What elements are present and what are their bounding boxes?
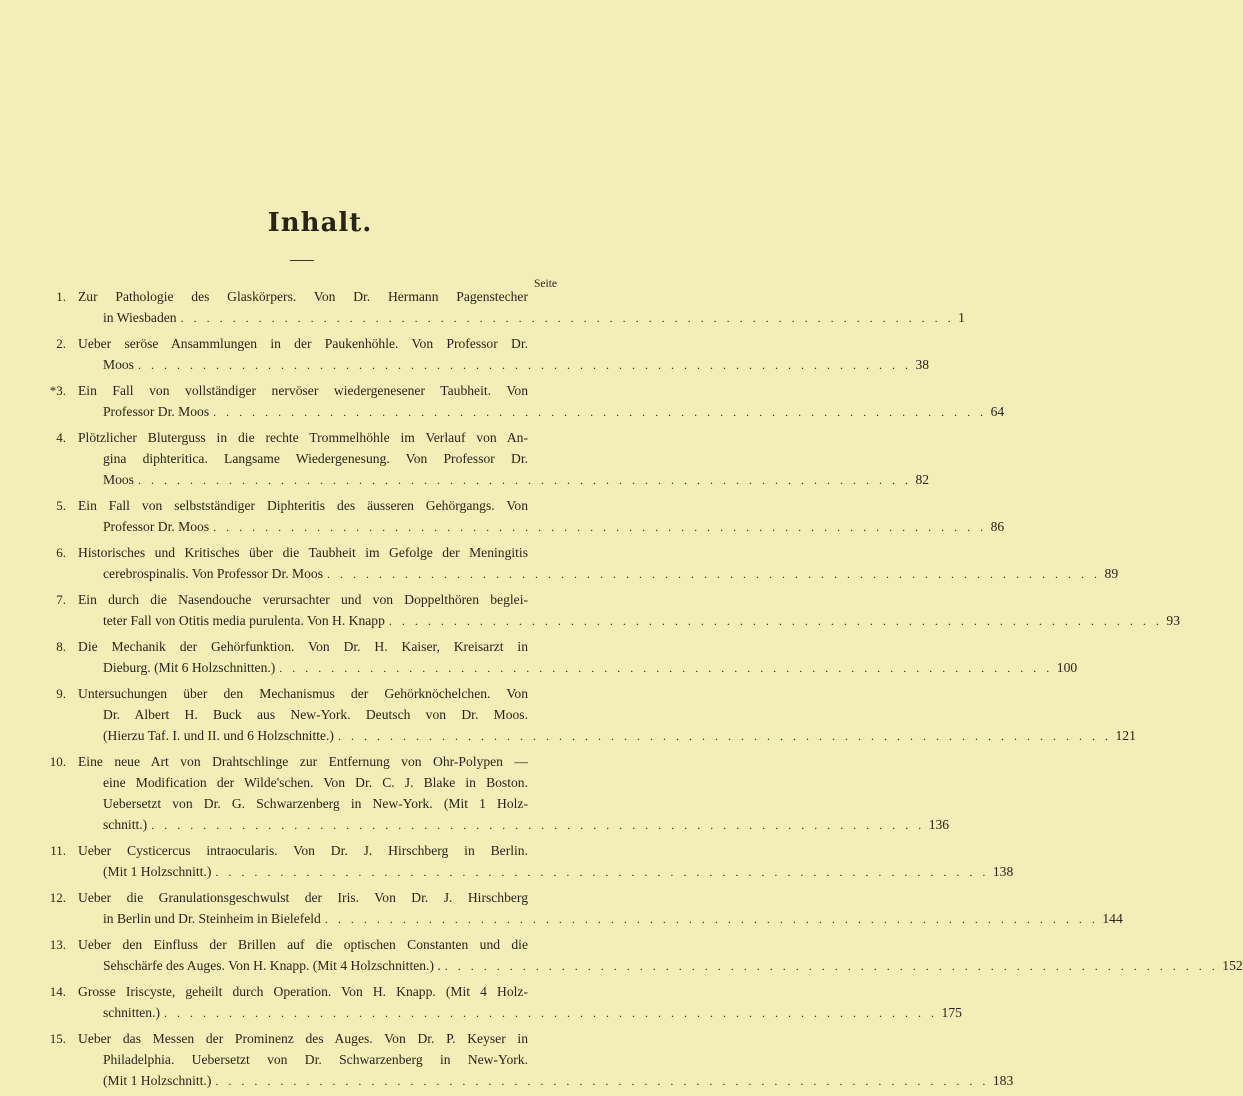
- dot-leader: . . . . . . . . . . . . . . . . . . . . . . . . . . . . . . . . . . . . . . . . . . . . . . . . . . . . . . . . . . . .: [137, 473, 912, 487]
- page-number: 175: [941, 1005, 962, 1020]
- toc-entry: [0, 683, 1136, 747]
- entry-title-line: Grosse Iriscyste, geheilt durch Operation. Von H. Knapp. (Mit 4 Holz-: [78, 984, 528, 999]
- toc-entry: [0, 333, 930, 376]
- entry-title-tail: Professor Dr. Moos: [103, 404, 210, 419]
- entry-title-line: gina diphteritica. Langsame Wiedergenesung. Von Professor Dr.: [103, 451, 528, 466]
- entry-title-line: Ein Fall von vollständiger nervöser wiedergenesener Taubheit. Von: [78, 383, 528, 398]
- entry-title-tail: teter Fall von Otitis media purulenta. Von H. Knapp: [103, 613, 385, 628]
- entry-title-tail: (Mit 1 Holzschnitt.): [103, 1073, 212, 1088]
- page-number: 183: [992, 1073, 1014, 1088]
- entry-title: [78, 636, 1078, 679]
- dot-leader: . . . . . . . . . . . . . . . . . . . . . . . . . . . . . . . . . . . . . . . . . . . . . . . . . . . . . . . . . . . .: [327, 567, 1101, 581]
- entry-number: 9.: [56, 686, 66, 701]
- page-number: 89: [1104, 566, 1119, 581]
- entry-title: [78, 981, 962, 1024]
- toc-entry: [0, 887, 1123, 930]
- page-number: 64: [990, 404, 1005, 419]
- entry-title: [78, 683, 1136, 747]
- entry-title-tail: Dieburg. (Mit 6 Holzschnitten.): [103, 660, 276, 675]
- entry-number: 10.: [49, 754, 66, 769]
- entry-title: [78, 1028, 1014, 1092]
- entry-last-line: [78, 401, 1005, 423]
- page-number: 121: [1115, 728, 1136, 743]
- entry-title-line: Uebersetzt von Dr. G. Schwarzenberg in New-York. (Mit 1 Holz-: [103, 796, 528, 811]
- page-number: 86: [990, 519, 1005, 534]
- entry-title-tail: Professor Dr. Moos: [103, 519, 210, 534]
- dot-leader: . . . . . . . . . . . . . . . . . . . . . . . . . . . . . . . . . . . . . . . . . . . . . . . . . . . . . . . . . . . .: [137, 358, 912, 372]
- entry-title-tail: Moos: [103, 472, 134, 487]
- entry-title: [78, 333, 930, 376]
- entry-title-tail: Moos: [103, 357, 134, 372]
- entry-title-line: Ein Fall von selbstständiger Diphteritis des äusseren Gehörgangs. Von: [78, 498, 528, 513]
- dot-leader: . . . . . . . . . . . . . . . . . . . . . . . . . . . . . . . . . . . . . . . . . . . . . . . . . . . . . . . . . . . .: [324, 912, 1099, 926]
- entry-title-line: Ueber den Einfluss der Brillen auf die optischen Constanten und die: [78, 937, 528, 952]
- page-number: 1: [958, 310, 965, 325]
- entry-title-line: Die Mechanik der Gehörfunktion. Von Dr. H. Kaiser, Kreisarzt in: [78, 639, 528, 654]
- entry-last-line: [78, 516, 1005, 538]
- entry-last-line: [78, 1070, 1014, 1092]
- toc-entry: [0, 427, 930, 491]
- entry-number: 6.: [56, 545, 66, 560]
- dot-leader: . . . . . . . . . . . . . . . . . . . . . . . . . . . . . . . . . . . . . . . . . . . . . . . . . . . . . . . . . . . .: [213, 405, 987, 419]
- entry-title: [78, 380, 1005, 423]
- toc-entry: [0, 495, 1005, 538]
- entry-last-line: [78, 1002, 962, 1024]
- entry-title-line: Ueber Cysticercus intraocularis. Von Dr. J. Hirschberg in Berlin.: [78, 843, 528, 858]
- entry-title-tail: in Berlin und Dr. Steinheim in Bielefeld: [103, 911, 321, 926]
- dot-leader: . . . . . . . . . . . . . . . . . . . . . . . . . . . . . . . . . . . . . . . . . . . . . . . . . . . . . . . . . . . .: [388, 614, 1163, 628]
- entry-title-tail: in Wiesbaden: [103, 310, 177, 325]
- entry-number: 8.: [56, 639, 66, 654]
- table-of-contents: [0, 286, 1243, 1096]
- entry-title-tail: schnitt.): [103, 817, 148, 832]
- page-title: Inhalt.: [267, 208, 373, 238]
- entry-title-line: Plötzlicher Bluterguss in die rechte Trommelhöhle im Verlauf von An-: [78, 430, 528, 445]
- entry-title: [78, 840, 1014, 883]
- page-number: 100: [1056, 660, 1078, 675]
- entry-title: [78, 934, 1243, 977]
- page-number: 152: [1222, 958, 1243, 973]
- entry-last-line: [78, 657, 1078, 679]
- entry-last-line: [78, 307, 965, 329]
- entry-title-line: Untersuchungen über den Mechanismus der Gehörknöchelchen. Von: [78, 686, 528, 701]
- entry-number: 4.: [56, 430, 66, 445]
- dot-leader: . . . . . . . . . . . . . . . . . . . . . . . . . . . . . . . . . . . . . . . . . . . . . . . . . . . . . . . . . . . .: [215, 865, 989, 879]
- dot-leader: . . . . . . . . . . . . . . . . . . . . . . . . . . . . . . . . . . . . . . . . . . . . . . . . . . . . . . . . . . . .: [337, 729, 1112, 743]
- entry-title: [78, 751, 950, 836]
- page-number: 136: [928, 817, 950, 832]
- entry-number: 2.: [56, 336, 66, 351]
- entry-title: [78, 286, 965, 329]
- toc-entry: [0, 589, 1180, 632]
- entry-title-line: Dr. Albert H. Buck aus New-York. Deutsch von Dr. Moos.: [103, 707, 528, 722]
- entry-title: [78, 427, 930, 491]
- entry-title-line: Ein durch die Nasendouche verursachter und von Doppelthören beglei-: [78, 592, 528, 607]
- entry-title-tail: Sehschärfe des Auges. Von H. Knapp. (Mit 4 Holzschnitten.) .: [103, 958, 441, 973]
- toc-entry: [0, 542, 1119, 585]
- entry-number: 14.: [49, 984, 66, 999]
- toc-entry: [0, 934, 1243, 977]
- entry-number: 11.: [50, 843, 66, 858]
- entry-number: 12.: [49, 890, 66, 905]
- entry-title-tail: cerebrospinalis. Von Professor Dr. Moos: [103, 566, 324, 581]
- entry-title-line: Eine neue Art von Drahtschlinge zur Entfernung von Ohr-Polypen —: [78, 754, 528, 769]
- entry-last-line: [78, 610, 1180, 632]
- entry-number: 5.: [56, 498, 66, 513]
- entry-title-tail: schnitten.): [103, 1005, 161, 1020]
- entry-number: 15.: [49, 1031, 66, 1046]
- entry-number: *3.: [49, 383, 66, 398]
- entry-title: [78, 887, 1123, 930]
- entry-title-line: eine Modification der Wilde'schen. Von Dr. C. J. Blake in Boston.: [103, 775, 528, 790]
- page-number: 93: [1166, 613, 1180, 628]
- dot-leader: . . . . . . . . . . . . . . . . . . . . . . . . . . . . . . . . . . . . . . . . . . . . . . . . . . . . . . . . . . . .: [279, 661, 1053, 675]
- dot-leader: . . . . . . . . . . . . . . . . . . . . . . . . . . . . . . . . . . . . . . . . . . . . . . . . . . . . . . . . . . . .: [151, 818, 925, 832]
- page-number: 82: [915, 472, 930, 487]
- page-number: 38: [915, 357, 930, 372]
- dot-leader: . . . . . . . . . . . . . . . . . . . . . . . . . . . . . . . . . . . . . . . . . . . . . . . . . . . . . . . . . . . .: [164, 1006, 938, 1020]
- entry-last-line: [78, 725, 1136, 747]
- entry-last-line: [78, 908, 1123, 930]
- entry-last-line: [78, 469, 930, 491]
- entry-title: [78, 495, 1005, 538]
- toc-entry: [0, 286, 965, 329]
- entry-last-line: [78, 861, 1014, 883]
- entry-title-line: Ueber die Granulationsgeschwulst der Iris. Von Dr. J. Hirschberg: [78, 890, 528, 905]
- toc-entry: [0, 380, 1005, 423]
- entry-number: 7.: [56, 592, 66, 607]
- toc-entry: [0, 840, 1014, 883]
- entry-title: [78, 542, 1119, 585]
- entry-title-line: Philadelphia. Uebersetzt von Dr. Schwarzenberg in New-York.: [103, 1052, 528, 1067]
- entry-last-line: [78, 814, 950, 836]
- dot-leader: . . . . . . . . . . . . . . . . . . . . . . . . . . . . . . . . . . . . . . . . . . . . . . . . . . . . . . . . . . . .: [180, 311, 955, 325]
- entry-number: 13.: [49, 937, 66, 952]
- entry-title-line: Zur Pathologie des Glaskörpers. Von Dr. Hermann Pagenstecher: [78, 289, 528, 304]
- toc-entry: [0, 1028, 1014, 1092]
- title-rule: [290, 260, 314, 261]
- entry-title-line: Ueber seröse Ansammlungen in der Paukenhöhle. Von Professor Dr.: [78, 336, 528, 351]
- entry-title: [78, 589, 1180, 632]
- entry-last-line: [78, 563, 1119, 585]
- entry-title-tail: (Mit 1 Holzschnitt.): [103, 864, 212, 879]
- dot-leader: . . . . . . . . . . . . . . . . . . . . . . . . . . . . . . . . . . . . . . . . . . . . . . . . . . . . . . . . . . . .: [215, 1074, 989, 1088]
- dot-leader: . . . . . . . . . . . . . . . . . . . . . . . . . . . . . . . . . . . . . . . . . . . . . . . . . . . . . . . . . . . .: [213, 520, 987, 534]
- page-number: 144: [1102, 911, 1123, 926]
- toc-entry: [0, 981, 962, 1024]
- toc-entry: [0, 751, 950, 836]
- entry-title-line: Ueber das Messen der Prominenz des Auges. Von Dr. P. Keyser in: [78, 1031, 528, 1046]
- toc-entry: [0, 636, 1078, 679]
- entry-last-line: [78, 354, 930, 376]
- page-column-header: Seite: [534, 278, 557, 290]
- dot-leader: . . . . . . . . . . . . . . . . . . . . . . . . . . . . . . . . . . . . . . . . . . . . . . . . . . . . . . . . . . . .: [444, 959, 1219, 973]
- entry-title-tail: (Hierzu Taf. I. und II. und 6 Holzschnitte.): [103, 728, 334, 743]
- entry-title-line: Historisches und Kritisches über die Taubheit im Gefolge der Meningitis: [78, 545, 528, 560]
- page-number: 138: [992, 864, 1014, 879]
- entry-number: 1.: [56, 289, 66, 304]
- entry-last-line: [78, 955, 1243, 977]
